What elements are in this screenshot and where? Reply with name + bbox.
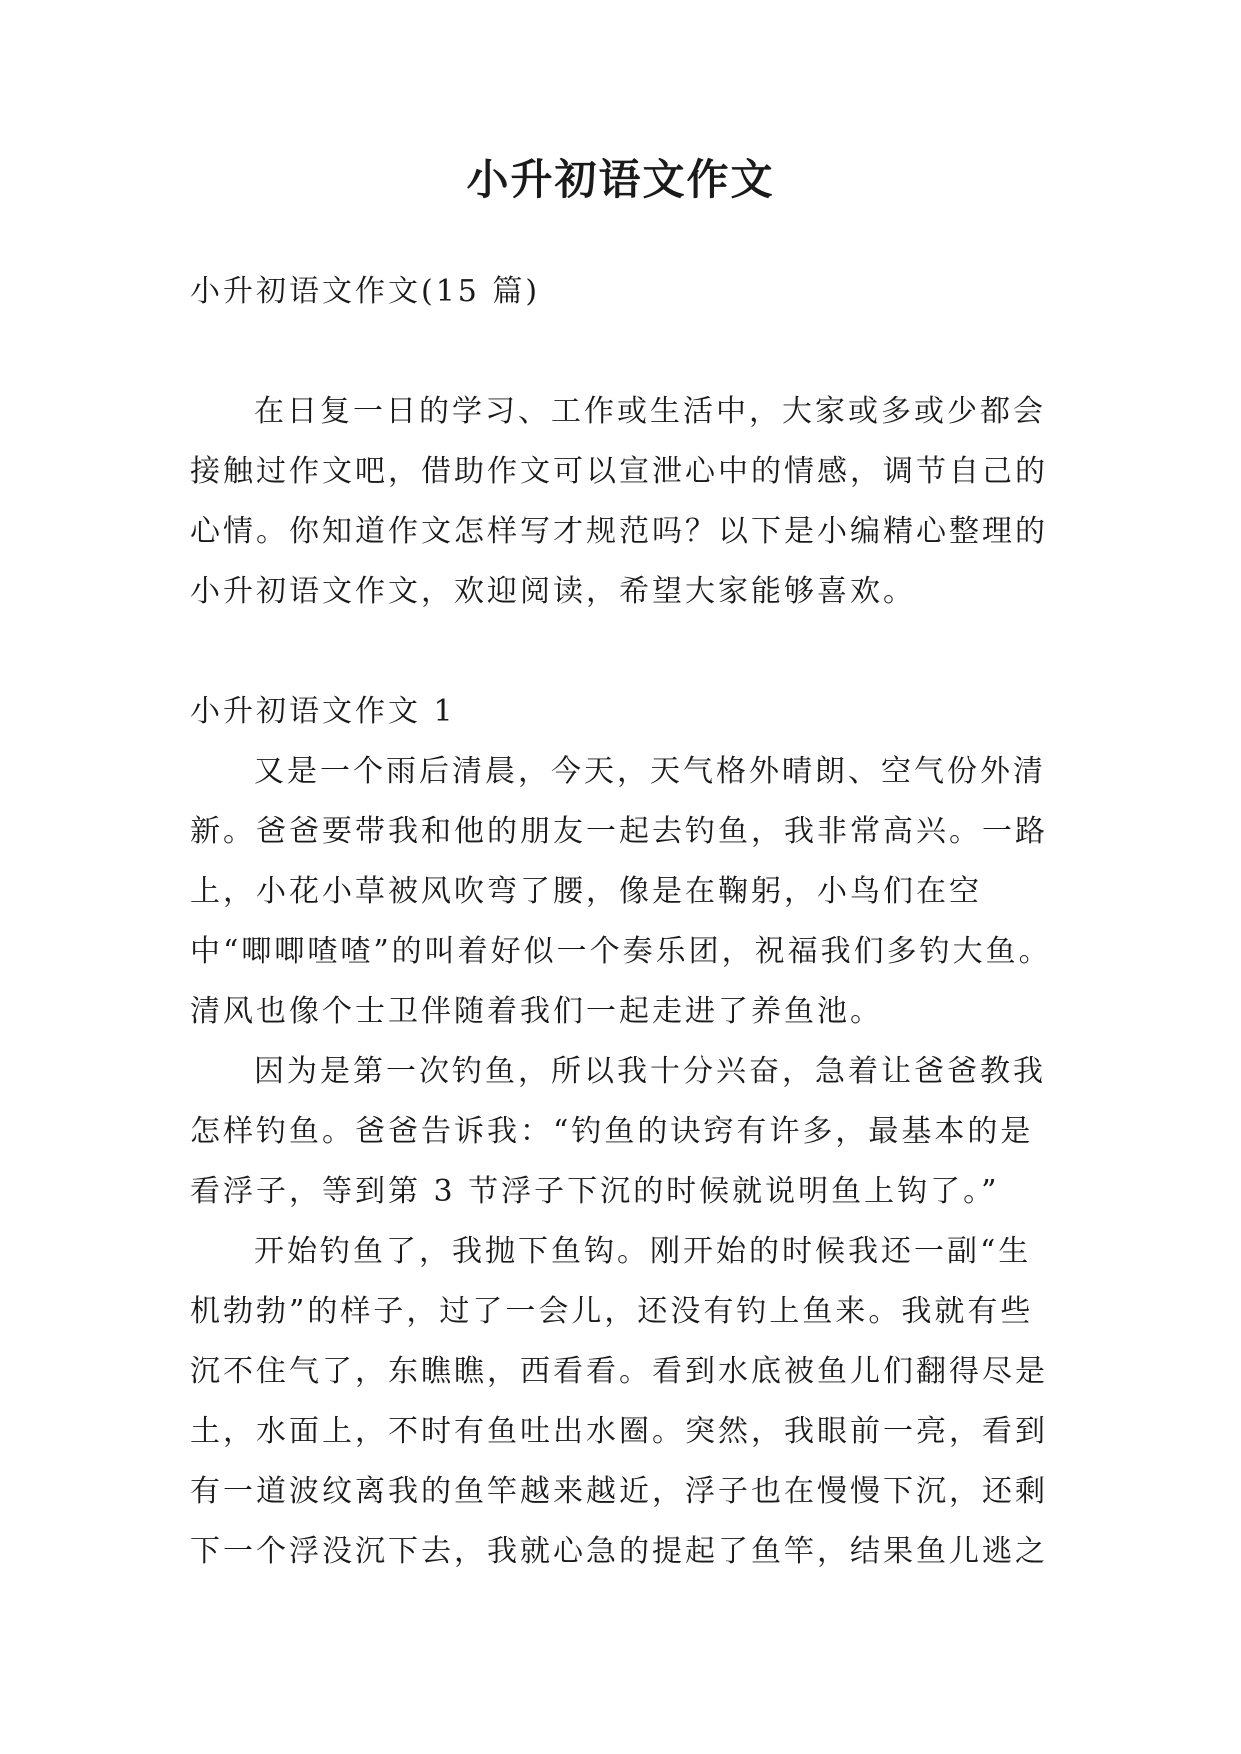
body-paragraph: 因为是第一次钓鱼，所以我十分兴奋，急着让爸爸教我怎样钓鱼。爸爸告诉我：“钓鱼的诀窍有许多，最基本的是看浮子，等到第 3 节浮子下沉的时候就说明鱼上钩了。” bbox=[190, 1054, 1046, 1209]
document-subtitle: 小升初语文作文(15 篇) bbox=[190, 274, 541, 309]
document-title: 小升初语文作文 bbox=[466, 155, 775, 204]
body-paragraph: 开始钓鱼了，我抛下鱼钩。刚开始的时候我还一副“生机勃勃”的样子，过了一会儿，还没有钓上鱼来。我就有些沉不住气了，东瞧瞧，西看看。看到水底被鱼儿们翻得尽是土，水面上，不时有鱼吐出水圈。突然，我眼前一亮，看到有一道波纹离我的鱼竿越来越近，浮子也在慢慢下沉，还剩下一个浮没沉下去，我就心急的提起了鱼竿，结果鱼儿逃之 bbox=[190, 1234, 1048, 1569]
intro-paragraph: 在日复一日的学习、工作或生活中，大家或多或少都会接触过作文吧，借助作文可以宣泄心中的情感，调节自己的心情。你知道作文怎样写才规范吗？以下是小编精心整理的小升初语文作文，欢迎阅读，希望大家能够喜欢。 bbox=[190, 394, 1048, 609]
body-paragraph: 又是一个雨后清晨，今天，天气格外晴朗、空气份外清新。爸爸要带我和他的朋友一起去钓鱼，我非常高兴。一路上，小花小草被风吹弯了腰，像是在鞠躬，小鸟们在空中“唧唧喳喳”的叫着好似一个奏乐团，祝福我们多钓大鱼。清风也像个士卫伴随着我们一起走进了养鱼池。 bbox=[190, 754, 1052, 1029]
document-body bbox=[190, 262, 1060, 1582]
section-heading: 小升初语文作文 1 bbox=[190, 694, 456, 729]
